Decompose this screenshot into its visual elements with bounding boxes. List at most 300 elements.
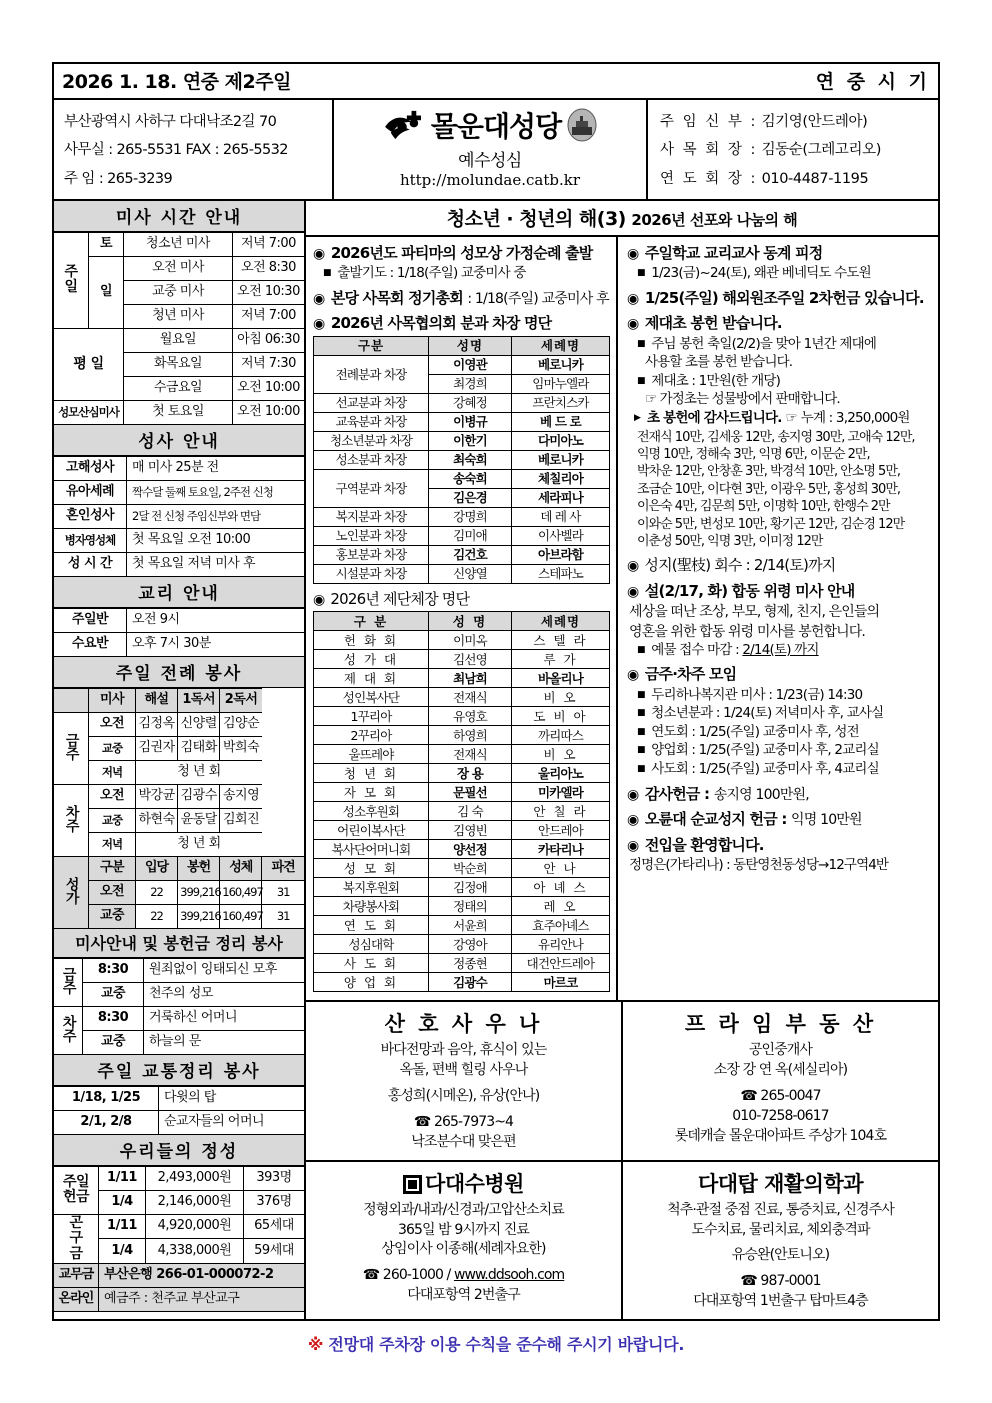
triangle-bullet-icon: ▶ bbox=[634, 413, 641, 424]
announce-item bbox=[627, 785, 931, 805]
table-row bbox=[54, 712, 304, 736]
announce-subitem bbox=[637, 336, 931, 354]
ad-phone: ☎ 265-0047 bbox=[740, 1088, 821, 1105]
table-row bbox=[314, 393, 610, 412]
table-row bbox=[54, 1214, 304, 1239]
hymn-mass-type: 오전 bbox=[89, 880, 136, 904]
group-name: 성 가 대 bbox=[314, 650, 429, 669]
ad-contact: 홍성희(시메온), 유상(안나) bbox=[387, 1088, 540, 1105]
announcement-body bbox=[306, 237, 938, 1001]
traffic-group: 다윗의 탑 bbox=[159, 1086, 305, 1110]
announce-subtext: 두리하나복지관 미사 : 1/23(금) 14:30 bbox=[651, 686, 863, 703]
ad-dadaetop-rehab[interactable] bbox=[623, 1162, 938, 1319]
reader1: 윤동달 bbox=[178, 808, 220, 832]
announce-title: 제대초 봉헌 받습니다. bbox=[644, 314, 782, 333]
mass-time: 저녁 7:00 bbox=[233, 232, 305, 256]
leader-name: 김선영 bbox=[429, 650, 512, 669]
col-baptismal: 세례명 bbox=[512, 612, 610, 631]
commentator: 김권자 bbox=[136, 736, 178, 760]
mass-type: 오전 bbox=[89, 712, 136, 736]
ad-name: 프 라 임 부 동 산 bbox=[684, 1012, 877, 1037]
next-week-label: 차주 bbox=[54, 784, 89, 856]
mass-name: 청년 미사 bbox=[124, 304, 233, 328]
mass-name: 청소년 미사 bbox=[124, 232, 233, 256]
table-row bbox=[314, 336, 610, 355]
parish-address: 부산광역시 사하구 다대낙조2길 70 bbox=[64, 114, 277, 130]
commentator: 김정옥 bbox=[136, 712, 178, 736]
ad-location: 롯데캐슬 몰운대아파트 주상가 104호 bbox=[674, 1127, 887, 1144]
offering-service-title: 미사안내 및 봉헌금 정리 봉사 bbox=[54, 929, 304, 958]
announce-item bbox=[627, 556, 931, 576]
square-bullet-icon: ■ bbox=[637, 745, 645, 756]
traffic-dates: 1/18, 1/25 bbox=[54, 1086, 159, 1110]
left-column bbox=[54, 201, 306, 1319]
table-row bbox=[314, 859, 610, 878]
ad-phone: ☎ 265-7973~4 bbox=[413, 1113, 514, 1130]
donor-line: 이와순 5만, 변성모 10만, 황기곤 12만, 김순경 12만 bbox=[637, 516, 905, 532]
leader-name: 최남희 bbox=[429, 669, 512, 688]
sacraments-table bbox=[54, 456, 304, 577]
announce-item bbox=[627, 810, 931, 830]
lit-col-mass: 미사 bbox=[89, 688, 136, 712]
service-group: 원죄없이 잉태되신 모후 bbox=[144, 958, 305, 982]
council-chair-row bbox=[660, 136, 928, 164]
commentator: 박강균 bbox=[136, 784, 178, 808]
baptismal-name: 베 드 로 bbox=[512, 412, 610, 431]
offering-date: 1/11 bbox=[99, 1166, 146, 1190]
announce-title: 주일학교 교리교사 동계 피정 bbox=[644, 243, 823, 262]
liturgy-service-title: 주일 전례 봉사 bbox=[54, 657, 304, 688]
baptismal-name: 프란치스카 bbox=[512, 393, 610, 412]
sungmo-mass-label: 성모산심미사 bbox=[54, 400, 124, 424]
bullet-icon: ◉ bbox=[313, 245, 325, 262]
member-name: 김미애 bbox=[429, 526, 512, 545]
theme-number: (3) bbox=[596, 207, 626, 230]
baptismal-name: 체칠리아 bbox=[512, 469, 610, 488]
new-member-detail: 정명은(가타리나) : 동탄영천동성당→12구역4반 bbox=[629, 857, 889, 874]
table-row bbox=[314, 612, 610, 631]
announce-subtext: 양업회 : 1/25(주일) 교중미사 후, 2교리실 bbox=[651, 742, 879, 759]
service-time: 8:30 bbox=[83, 1006, 144, 1030]
table-row bbox=[314, 764, 610, 783]
table-row bbox=[54, 528, 304, 552]
pastor-name: 김기영(안드레아) bbox=[761, 114, 868, 130]
group-name: 성 모 회 bbox=[314, 859, 429, 878]
group-name: 양 업 회 bbox=[314, 973, 429, 992]
pastor-row bbox=[660, 108, 928, 136]
baptismal-name: 대건안드레아 bbox=[512, 954, 610, 973]
group-name: 복사단어머니회 bbox=[314, 840, 429, 859]
offerings-table bbox=[54, 1166, 304, 1312]
hymn-col-communion: 성체 bbox=[220, 856, 262, 880]
bank-label-1: 교무금 bbox=[54, 1263, 99, 1287]
group-name: 복지후원회 bbox=[314, 878, 429, 897]
ad-location: 다대포항역 1번출구 탑마트4층 bbox=[693, 1293, 868, 1310]
square-bullet-icon: ■ bbox=[637, 764, 645, 775]
baptismal-name: 레 오 bbox=[512, 897, 610, 916]
hymn-col-offertory: 봉헌 bbox=[178, 856, 220, 880]
this-week-label: 금주 bbox=[54, 958, 83, 1006]
announce-subtext: 예물 접수 마감 : bbox=[651, 641, 739, 658]
service-group: 거룩하신 어머니 bbox=[144, 1006, 305, 1030]
footer-notice bbox=[52, 1321, 940, 1355]
council-division-table bbox=[313, 336, 610, 584]
baptismal-name: 마르코 bbox=[512, 973, 610, 992]
hymn-communion: 160,497 bbox=[220, 880, 262, 904]
leader-name: 서윤희 bbox=[429, 916, 512, 935]
division: 교육분과 차장 bbox=[314, 412, 429, 431]
service-group: 하늘의 문 bbox=[144, 1030, 305, 1054]
hymn-dismissal: 31 bbox=[262, 904, 304, 928]
offerings-title: 우리들의 정성 bbox=[54, 1135, 304, 1166]
table-row bbox=[314, 707, 610, 726]
table-row bbox=[314, 564, 610, 583]
leader-name: 김영빈 bbox=[429, 821, 512, 840]
deadline-underlined: 2/14(토) 까지 bbox=[742, 641, 819, 658]
table-row bbox=[54, 832, 304, 856]
announce-body-line: 영혼을 위한 합동 위령 미사를 봉헌합니다. bbox=[629, 623, 865, 640]
yeondo-chair-phone: 010-4487-1195 bbox=[761, 170, 869, 187]
hymn-entrance: 22 bbox=[136, 880, 178, 904]
ad-location: 다대포항역 2번출구 bbox=[407, 1287, 520, 1304]
col-division: 구분 bbox=[314, 336, 429, 355]
hymn-col-type: 구분 bbox=[89, 856, 136, 880]
mass-name: 교중 미사 bbox=[124, 280, 233, 304]
masthead-body bbox=[54, 100, 938, 201]
leader-name: 정태의 bbox=[429, 897, 512, 916]
yeondo-chair-row bbox=[660, 165, 928, 193]
announce-detail: 송지영 100만원, bbox=[713, 786, 809, 803]
col-group: 구 분 bbox=[314, 612, 429, 631]
bullet-icon: ◉ bbox=[627, 316, 639, 333]
mass-type: 오전 bbox=[89, 784, 136, 808]
col-name: 성 명 bbox=[429, 612, 512, 631]
catechism-value: 오전 9시 bbox=[127, 608, 305, 632]
offering-date: 1/11 bbox=[99, 1214, 146, 1239]
parish-website[interactable]: http://molundae.catb.kr bbox=[399, 171, 581, 189]
mass-name: 오전 미사 bbox=[124, 256, 233, 280]
ad-desc: 공인중개사 bbox=[748, 1042, 813, 1059]
bullet-icon: ◉ bbox=[627, 583, 639, 600]
weekday-label: 평 일 bbox=[54, 328, 124, 400]
ad-desc: 소장 강 연 옥(세실리아) bbox=[713, 1062, 848, 1079]
sunday-offering-label: 주일 헌금 bbox=[54, 1166, 99, 1214]
organization-leaders-table bbox=[313, 611, 610, 992]
baptismal-name: 스 텔 라 bbox=[512, 631, 610, 650]
baptismal-name: 임마누엘라 bbox=[512, 374, 610, 393]
announce-subitem bbox=[637, 373, 931, 391]
council-chair-label: 사 목 회 장 : bbox=[660, 142, 758, 159]
group-name: 차량봉사회 bbox=[314, 897, 429, 916]
ad-prime-realestate[interactable] bbox=[623, 1002, 938, 1159]
member-name: 김은경 bbox=[429, 488, 512, 507]
ad-desc: 옥돌, 편백 힐링 사우나 bbox=[399, 1062, 528, 1079]
division: 노인분과 차장 bbox=[314, 526, 429, 545]
ad-website[interactable]: www.ddsooh.com bbox=[453, 1267, 565, 1284]
table-row bbox=[54, 856, 304, 880]
mass-time: 저녁 7:30 bbox=[233, 352, 305, 376]
square-bullet-icon: ■ bbox=[323, 268, 331, 279]
offering-amount: 2,493,000원 bbox=[146, 1166, 244, 1190]
announce-subitem bbox=[637, 642, 931, 660]
mass-time: 오전 10:30 bbox=[233, 280, 305, 304]
leader-name: 유영호 bbox=[429, 707, 512, 726]
mass-name: 월요일 bbox=[124, 328, 233, 352]
table-row bbox=[314, 973, 610, 992]
division: 복지분과 차장 bbox=[314, 507, 429, 526]
table-row bbox=[314, 355, 610, 374]
pointing-hand-icon: ☞ bbox=[785, 410, 797, 427]
ad-contact: 유승완(안토니오) bbox=[731, 1247, 830, 1264]
offering-count: 59세대 bbox=[244, 1239, 305, 1264]
ad-name: 산 호 사 우 나 bbox=[384, 1012, 543, 1037]
table-row bbox=[54, 632, 304, 656]
bullet-icon: ◉ bbox=[627, 245, 639, 262]
parish-contact-block bbox=[54, 100, 334, 199]
table-row bbox=[54, 232, 304, 256]
baptismal-name: 비 오 bbox=[512, 688, 610, 707]
group-name: 성소후원회 bbox=[314, 802, 429, 821]
baptismal-name: 안 칠 라 bbox=[512, 802, 610, 821]
col-baptismal: 세례명 bbox=[512, 336, 610, 355]
member-name: 이영관 bbox=[429, 355, 512, 374]
announce-detail: : 1/18(주일) 교중미사 후 bbox=[467, 290, 609, 307]
announce-title: 전입을 환영합니다. bbox=[644, 835, 764, 854]
pastor-label: 주 임 신 부 : bbox=[660, 114, 758, 130]
baptismal-name: 이사벨라 bbox=[512, 526, 610, 545]
announce-detail: 익명 10만원 bbox=[790, 812, 862, 829]
square-bullet-icon: ■ bbox=[637, 338, 645, 349]
announce-subtext: 1/23(금)~24(토), 왜관 베네딕도 수도원 bbox=[651, 265, 871, 282]
theme-subtitle: 2026년 선포와 나눔의 해 bbox=[631, 210, 798, 229]
catechism-value: 오후 7시 30분 bbox=[127, 632, 305, 656]
ads-row-1 bbox=[306, 1000, 938, 1159]
ad-desc: 정형외과/내과/신경과/고압산소치료 bbox=[363, 1201, 564, 1218]
mass-type: 교중 bbox=[89, 808, 136, 832]
table-row bbox=[54, 1263, 304, 1287]
donor-line: 박차운 12만, 안창훈 3만, 박경석 10만, 안소명 5만, bbox=[637, 464, 901, 480]
table-row bbox=[314, 878, 610, 897]
donor-line: 이은숙 4만, 김문희 5만, 이명학 10만, 한행수 2만 bbox=[637, 499, 890, 515]
group-name: 울뜨레야 bbox=[314, 745, 429, 764]
yeondo-chair-label: 연 도 회 장 : bbox=[660, 170, 758, 187]
announce-subtext: 연도회 : 1/25(주일) 교중미사 후, 성전 bbox=[651, 723, 859, 740]
announce-subtext: 사도회 : 1/25(주일) 교중미사 후, 4교리실 bbox=[651, 761, 879, 778]
group-name: 1꾸리아 bbox=[314, 707, 429, 726]
leader-name: 양선정 bbox=[429, 840, 512, 859]
group-name: 연 도 회 bbox=[314, 916, 429, 935]
logo-row bbox=[334, 105, 646, 145]
footer-notice-text: 전망대 주차장 이용 수칙을 준수해 주시기 바랍니다. bbox=[328, 1335, 685, 1355]
reader2: 김양순 bbox=[220, 712, 262, 736]
mass-type: 교중 bbox=[89, 736, 136, 760]
announce-item bbox=[627, 289, 931, 309]
mass-name: 화목요일 bbox=[124, 352, 233, 376]
leader-name: 장 용 bbox=[429, 764, 512, 783]
announce-subitem bbox=[637, 705, 931, 723]
table-row bbox=[54, 504, 304, 528]
lit-col-reading1: 1독서 bbox=[178, 688, 220, 712]
bank-label-2: 온라인 bbox=[54, 1287, 99, 1311]
table-row bbox=[314, 935, 610, 954]
ad-location: 낙조분수대 맞은편 bbox=[411, 1133, 516, 1150]
sacrament-label: 병자영성체 bbox=[54, 528, 127, 552]
ad-name: 다대수병원 bbox=[310, 1168, 617, 1198]
table-row bbox=[54, 1030, 304, 1054]
sacrament-label: 성 시 간 bbox=[54, 552, 127, 576]
table-row bbox=[54, 608, 304, 632]
table-row bbox=[54, 456, 304, 480]
square-bullet-icon: ■ bbox=[637, 708, 645, 719]
baptismal-name: 바올리나 bbox=[512, 669, 610, 688]
donor-line: 전재식 10만, 김세웅 12만, 송지영 30만, 고애숙 12만, bbox=[637, 429, 915, 445]
group-name: 성인복사단 bbox=[314, 688, 429, 707]
announce-subitem bbox=[634, 410, 931, 428]
ad-desc: 365일 밤 9시까지 진료 bbox=[397, 1221, 530, 1238]
table-row bbox=[54, 784, 304, 808]
division: 전례분과 차장 bbox=[314, 355, 429, 393]
bulletin-frame bbox=[52, 62, 940, 1321]
col-name: 성명 bbox=[429, 336, 512, 355]
liturgical-season: 연 중 시 기 bbox=[815, 71, 930, 93]
sacraments-title: 성사 안내 bbox=[54, 425, 304, 456]
table-row bbox=[314, 631, 610, 650]
sacrament-label: 유아세례 bbox=[54, 480, 127, 504]
sunday-label: 주 일 bbox=[54, 232, 89, 328]
mass-name: 수금요일 bbox=[124, 376, 233, 400]
table-row bbox=[314, 821, 610, 840]
hymn-offertory: 399,216 bbox=[178, 904, 220, 928]
table-row bbox=[314, 450, 610, 469]
baptismal-name: 안 나 bbox=[512, 859, 610, 878]
parish-patron: 예수성심 bbox=[458, 151, 522, 171]
member-name: 강혜정 bbox=[429, 393, 512, 412]
baptismal-name: 베로니카 bbox=[512, 450, 610, 469]
catechism-label: 수요반 bbox=[54, 632, 127, 656]
donor-line: 익명 10만, 정해숙 3만, 익명 6만, 이문순 2만, bbox=[637, 446, 870, 462]
baptismal-name: 스테파노 bbox=[512, 564, 610, 583]
baptismal-name: 비 오 bbox=[512, 745, 610, 764]
member-name: 이한기 bbox=[429, 431, 512, 450]
group-name: 성심대학 bbox=[314, 935, 429, 954]
division: 청소년분과 차장 bbox=[314, 431, 429, 450]
right-column bbox=[618, 237, 938, 1001]
council-chair-name: 김동순(그레고리오) bbox=[761, 142, 881, 159]
leader-name: 하영희 bbox=[429, 726, 512, 745]
ad-desc: 상임이사 이종해(세례자요한) bbox=[381, 1241, 546, 1258]
table-row bbox=[314, 669, 610, 688]
gongdan-offering-label: 곤 구 금 bbox=[54, 1214, 99, 1263]
pointing-hand-icon: ☞ bbox=[645, 391, 657, 408]
square-bullet-icon: ■ bbox=[637, 375, 645, 386]
ad-desc: 도수치료, 물리치료, 체외충격파 bbox=[691, 1221, 870, 1238]
square-bullet-icon: ■ bbox=[637, 268, 645, 279]
table-row bbox=[314, 431, 610, 450]
announce-item bbox=[313, 590, 610, 610]
member-name: 최숙희 bbox=[429, 450, 512, 469]
table-row bbox=[314, 545, 610, 564]
announce-subtext: 제대초 : 1만원(한 개당) bbox=[651, 372, 781, 389]
division: 홍보분과 차장 bbox=[314, 545, 429, 564]
main-columns bbox=[54, 201, 938, 1319]
bullet-icon: ◉ bbox=[627, 786, 639, 803]
service-group: 청 년 회 bbox=[136, 832, 262, 856]
ad-sanho-sauna[interactable] bbox=[306, 1002, 623, 1159]
table-row bbox=[314, 469, 610, 488]
lit-col-commentator: 해설 bbox=[136, 688, 178, 712]
offering-amount: 2,146,000원 bbox=[146, 1190, 244, 1214]
table-row bbox=[54, 1166, 304, 1190]
table-row bbox=[314, 840, 610, 859]
member-name: 김건호 bbox=[429, 545, 512, 564]
service-time: 8:30 bbox=[83, 958, 144, 982]
baptismal-name: 아브라함 bbox=[512, 545, 610, 564]
announce-subtext: 주님 봉헌 축일(2/2)을 맞아 1년간 제대에 bbox=[651, 335, 877, 352]
parish-leaders-block bbox=[648, 100, 938, 199]
hospital-logo-icon bbox=[403, 1175, 422, 1194]
reader1: 김광수 bbox=[178, 784, 220, 808]
announce-item bbox=[313, 244, 610, 264]
baptismal-name: 안드레아 bbox=[512, 821, 610, 840]
division: 성소분과 차장 bbox=[314, 450, 429, 469]
ads-row-2 bbox=[306, 1160, 938, 1319]
baptismal-name: 베로니카 bbox=[512, 355, 610, 374]
leader-name: 김광수 bbox=[429, 973, 512, 992]
table-row bbox=[54, 688, 304, 712]
announce-item bbox=[627, 582, 931, 602]
announce-title: 금주·차주 모임 bbox=[644, 665, 737, 684]
bullet-icon: ◉ bbox=[627, 558, 639, 575]
reader1: 김태화 bbox=[178, 736, 220, 760]
ad-dadae-su-hospital[interactable] bbox=[306, 1162, 623, 1319]
announce-subtext: 청소년분과 : 1/24(토) 저녁미사 후, 교사실 bbox=[651, 705, 884, 722]
leader-name: 전재식 bbox=[429, 745, 512, 764]
bullet-icon: ◉ bbox=[627, 837, 639, 854]
table-row bbox=[54, 480, 304, 504]
leader-name: 문필선 bbox=[429, 783, 512, 802]
baptismal-name: 아 녜 스 bbox=[512, 878, 610, 897]
mass-time: 오전 8:30 bbox=[233, 256, 305, 280]
mass-schedule-title: 미사 시간 안내 bbox=[54, 201, 304, 232]
ad-mobile: 010-7258-0617 bbox=[732, 1107, 829, 1124]
announce-subitem bbox=[637, 761, 931, 779]
group-name: 자 모 회 bbox=[314, 783, 429, 802]
sungmo-mass-time: 오전 10:00 bbox=[233, 400, 305, 424]
offering-amount: 4,920,000원 bbox=[146, 1214, 244, 1239]
table-row bbox=[54, 982, 304, 1006]
donor-list bbox=[637, 429, 931, 551]
offering-count: 65세대 bbox=[244, 1214, 305, 1239]
table-row bbox=[314, 650, 610, 669]
ad-phone: ☎ 987-0001 bbox=[740, 1273, 821, 1290]
sacrament-value: 첫 목요일 저녁 미사 후 bbox=[127, 552, 305, 576]
traffic-service-table bbox=[54, 1086, 304, 1135]
ad-desc: 척추·관절 중점 진료, 통증치료, 신경주사 bbox=[667, 1201, 894, 1218]
traffic-dates: 2/1, 2/8 bbox=[54, 1110, 159, 1134]
table-row bbox=[314, 745, 610, 764]
table-row bbox=[54, 1110, 304, 1134]
member-name: 이병규 bbox=[429, 412, 512, 431]
lit-col-reading2: 2독서 bbox=[220, 688, 262, 712]
announce-subitem bbox=[637, 265, 931, 283]
catechism-title: 교리 안내 bbox=[54, 577, 304, 608]
square-bullet-icon: ■ bbox=[637, 644, 645, 655]
service-time: 교중 bbox=[83, 982, 144, 1006]
square-bullet-icon: ■ bbox=[637, 726, 645, 737]
baptismal-name: 도 비 아 bbox=[512, 707, 610, 726]
announce-subtext-cont: 사용할 초를 봉헌 받습니다. bbox=[645, 354, 793, 371]
mass-schedule-table bbox=[54, 232, 304, 425]
